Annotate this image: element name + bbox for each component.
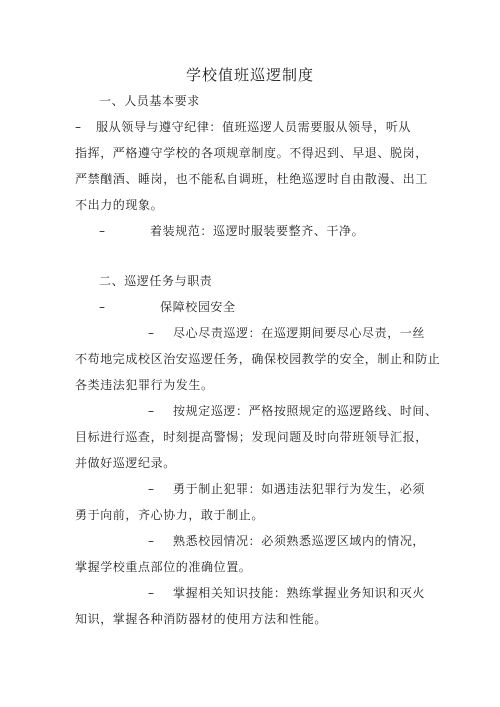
- list-dash: –: [148, 404, 155, 418]
- list-dash: –: [99, 300, 106, 314]
- paragraph-text: 尽心尽责巡逻：在巡逻期间要尽心尽责，一丝: [173, 326, 426, 340]
- paragraph-line: 指挥，严格遵守学校的各项规章制度。不得迟到、早退、脱岗，: [75, 146, 428, 160]
- paragraph-line: 掌握学校重点部位的准确位置。: [75, 560, 252, 574]
- list-dash: –: [148, 482, 155, 496]
- paragraph-line: [99, 224, 364, 238]
- list-dash: –: [99, 224, 106, 238]
- point-first-line: [148, 534, 425, 548]
- paragraph-text: 服从领导与遵守纪律：值班巡逻人员需要服从领导，听从: [96, 120, 412, 134]
- document-title: 学校值班巡逻制度: [185, 66, 314, 84]
- point-first-line: [148, 586, 425, 600]
- paragraph-text: 勇于制止犯罪：如遇违法犯罪行为发生，必须: [173, 482, 426, 496]
- point-first-line: [148, 482, 425, 496]
- paragraph-text: 掌握相关知识技能：熟练掌握业务知识和灭火: [173, 586, 426, 600]
- list-dash: –: [75, 120, 82, 134]
- point-first-line: [148, 404, 438, 418]
- paragraph-line: 不出力的现象。: [75, 198, 164, 212]
- section-heading: 一、人员基本要求: [99, 94, 200, 108]
- subsection-heading: [99, 300, 236, 314]
- point-first-line: [148, 326, 425, 340]
- paragraph-text: 按规定巡逻：严格按照规定的巡逻路线、时间、: [173, 404, 438, 418]
- list-dash: –: [148, 586, 155, 600]
- list-dash: –: [148, 326, 155, 340]
- paragraph-text: 着装规范：巡逻时服装要整齐、干净。: [150, 224, 365, 238]
- list-dash: –: [148, 534, 155, 548]
- section-heading: 二、巡逻任务与职责: [99, 274, 213, 288]
- paragraph-line: 知识，掌握各种消防器材的使用方法和性能。: [75, 612, 328, 626]
- paragraph-text: 熟悉校园情况：必须熟悉巡逻区域内的情况，: [173, 534, 426, 548]
- paragraph-line: 严禁酗酒、睡岗，也不能私自调班，杜绝巡逻时自由散漫、出工: [75, 172, 428, 186]
- paragraph-line: 并做好巡逻纪录。: [75, 456, 176, 470]
- paragraph-line: 目标进行巡查，时刻提高警惕；发现问题及时向带班领导汇报，: [75, 430, 428, 444]
- paragraph-line: 各类违法犯罪行为发生。: [75, 378, 214, 392]
- paragraph-line: 不苟地完成校区治安巡逻任务，确保校园教学的安全，制止和防止: [75, 352, 441, 366]
- subsection-title: 保障校园安全: [160, 300, 236, 314]
- paragraph-line: 勇于向前，齐心协力，敢于制止。: [75, 508, 265, 522]
- paragraph-line: [75, 120, 411, 134]
